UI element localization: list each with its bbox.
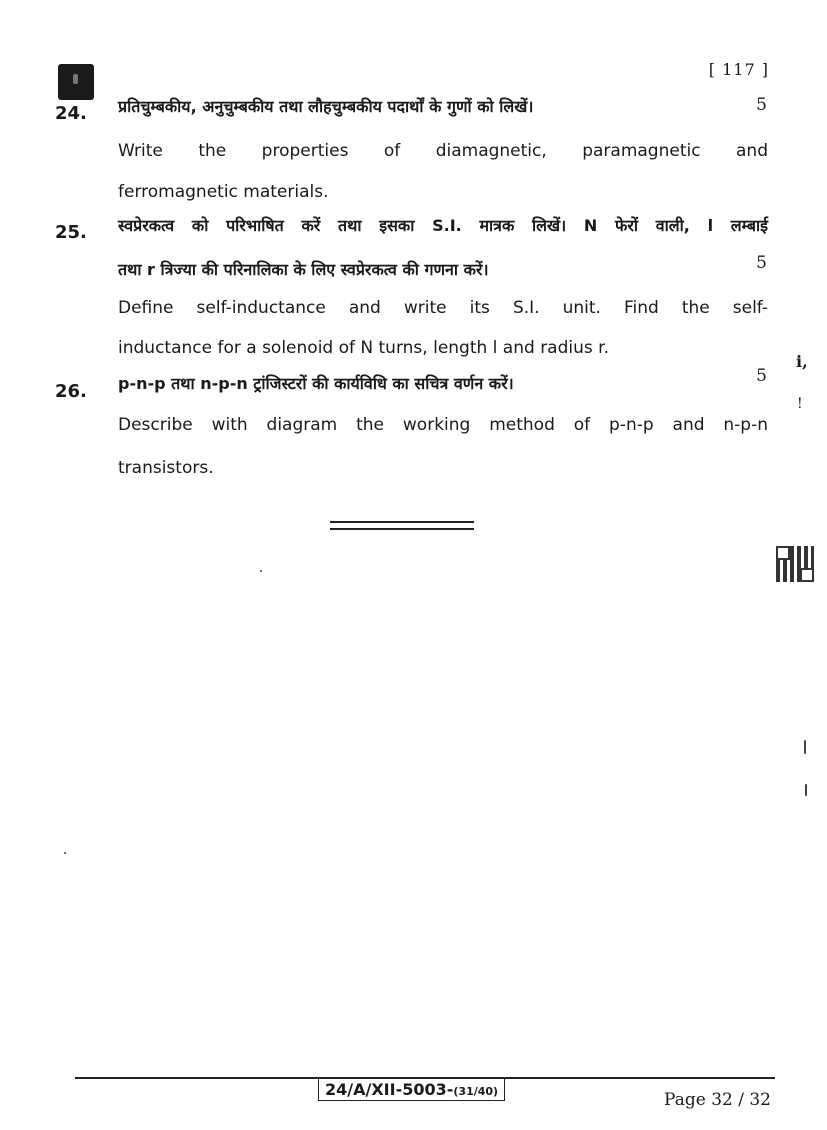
corner-punch-mark	[58, 64, 94, 100]
end-of-paper-rule	[330, 521, 474, 530]
paper-code-main: 24/A/XII-5003-	[325, 1080, 454, 1099]
question-number: 26.	[55, 381, 87, 402]
question-marks: 5	[756, 95, 767, 115]
margin-mark: i,	[796, 352, 808, 371]
qr-code	[776, 546, 814, 582]
question-english-line: Write the properties of diamagnetic, paramagnetic and	[118, 141, 768, 161]
margin-mark: !	[797, 396, 803, 412]
scan-speck	[260, 570, 262, 572]
paper-code	[318, 1078, 505, 1101]
scan-speck	[805, 784, 807, 796]
question-marks: 5	[756, 366, 767, 386]
question-english-line: Describe with diagram the working method of p-n-p and n-p-n	[118, 415, 768, 435]
paper-code-suffix: (31/40)	[453, 1085, 499, 1098]
scan-speck	[64, 852, 66, 854]
page-code: [ 117 ]	[708, 60, 769, 79]
question-hindi-line: p-n-p तथा n-p-n ट्रांजिस्टरों की कार्यविधि का सचित्र वर्णन करें।	[118, 374, 514, 393]
question-marks: 5	[756, 253, 767, 273]
scan-speck	[804, 740, 806, 754]
question-english-line: ferromagnetic materials.	[118, 182, 329, 202]
question-hindi-line: प्रतिचुम्बकीय, अनुचुम्बकीय तथा लौहचुम्बकीय पदार्थों के गुणों को लिखें।	[118, 97, 534, 116]
question-english-line: inductance for a solenoid of N turns, length l and radius r.	[118, 338, 609, 358]
question-english-line: transistors.	[118, 458, 214, 478]
question-hindi-line: तथा r त्रिज्या की परिनालिका के लिए स्वप्रेरकत्व की गणना करें।	[118, 260, 489, 279]
question-number: 25.	[55, 222, 87, 243]
question-number: 24.	[55, 103, 87, 124]
question-hindi-line: स्वप्रेरकत्व को परिभाषित करें तथा इसका S.I. मात्रक लिखें। N फेरों वाली, l लम्बाई	[118, 216, 768, 235]
page-number: Page 32 / 32	[664, 1090, 771, 1110]
question-english-line: Define self-inductance and write its S.I. unit. Find the self-	[118, 298, 768, 318]
